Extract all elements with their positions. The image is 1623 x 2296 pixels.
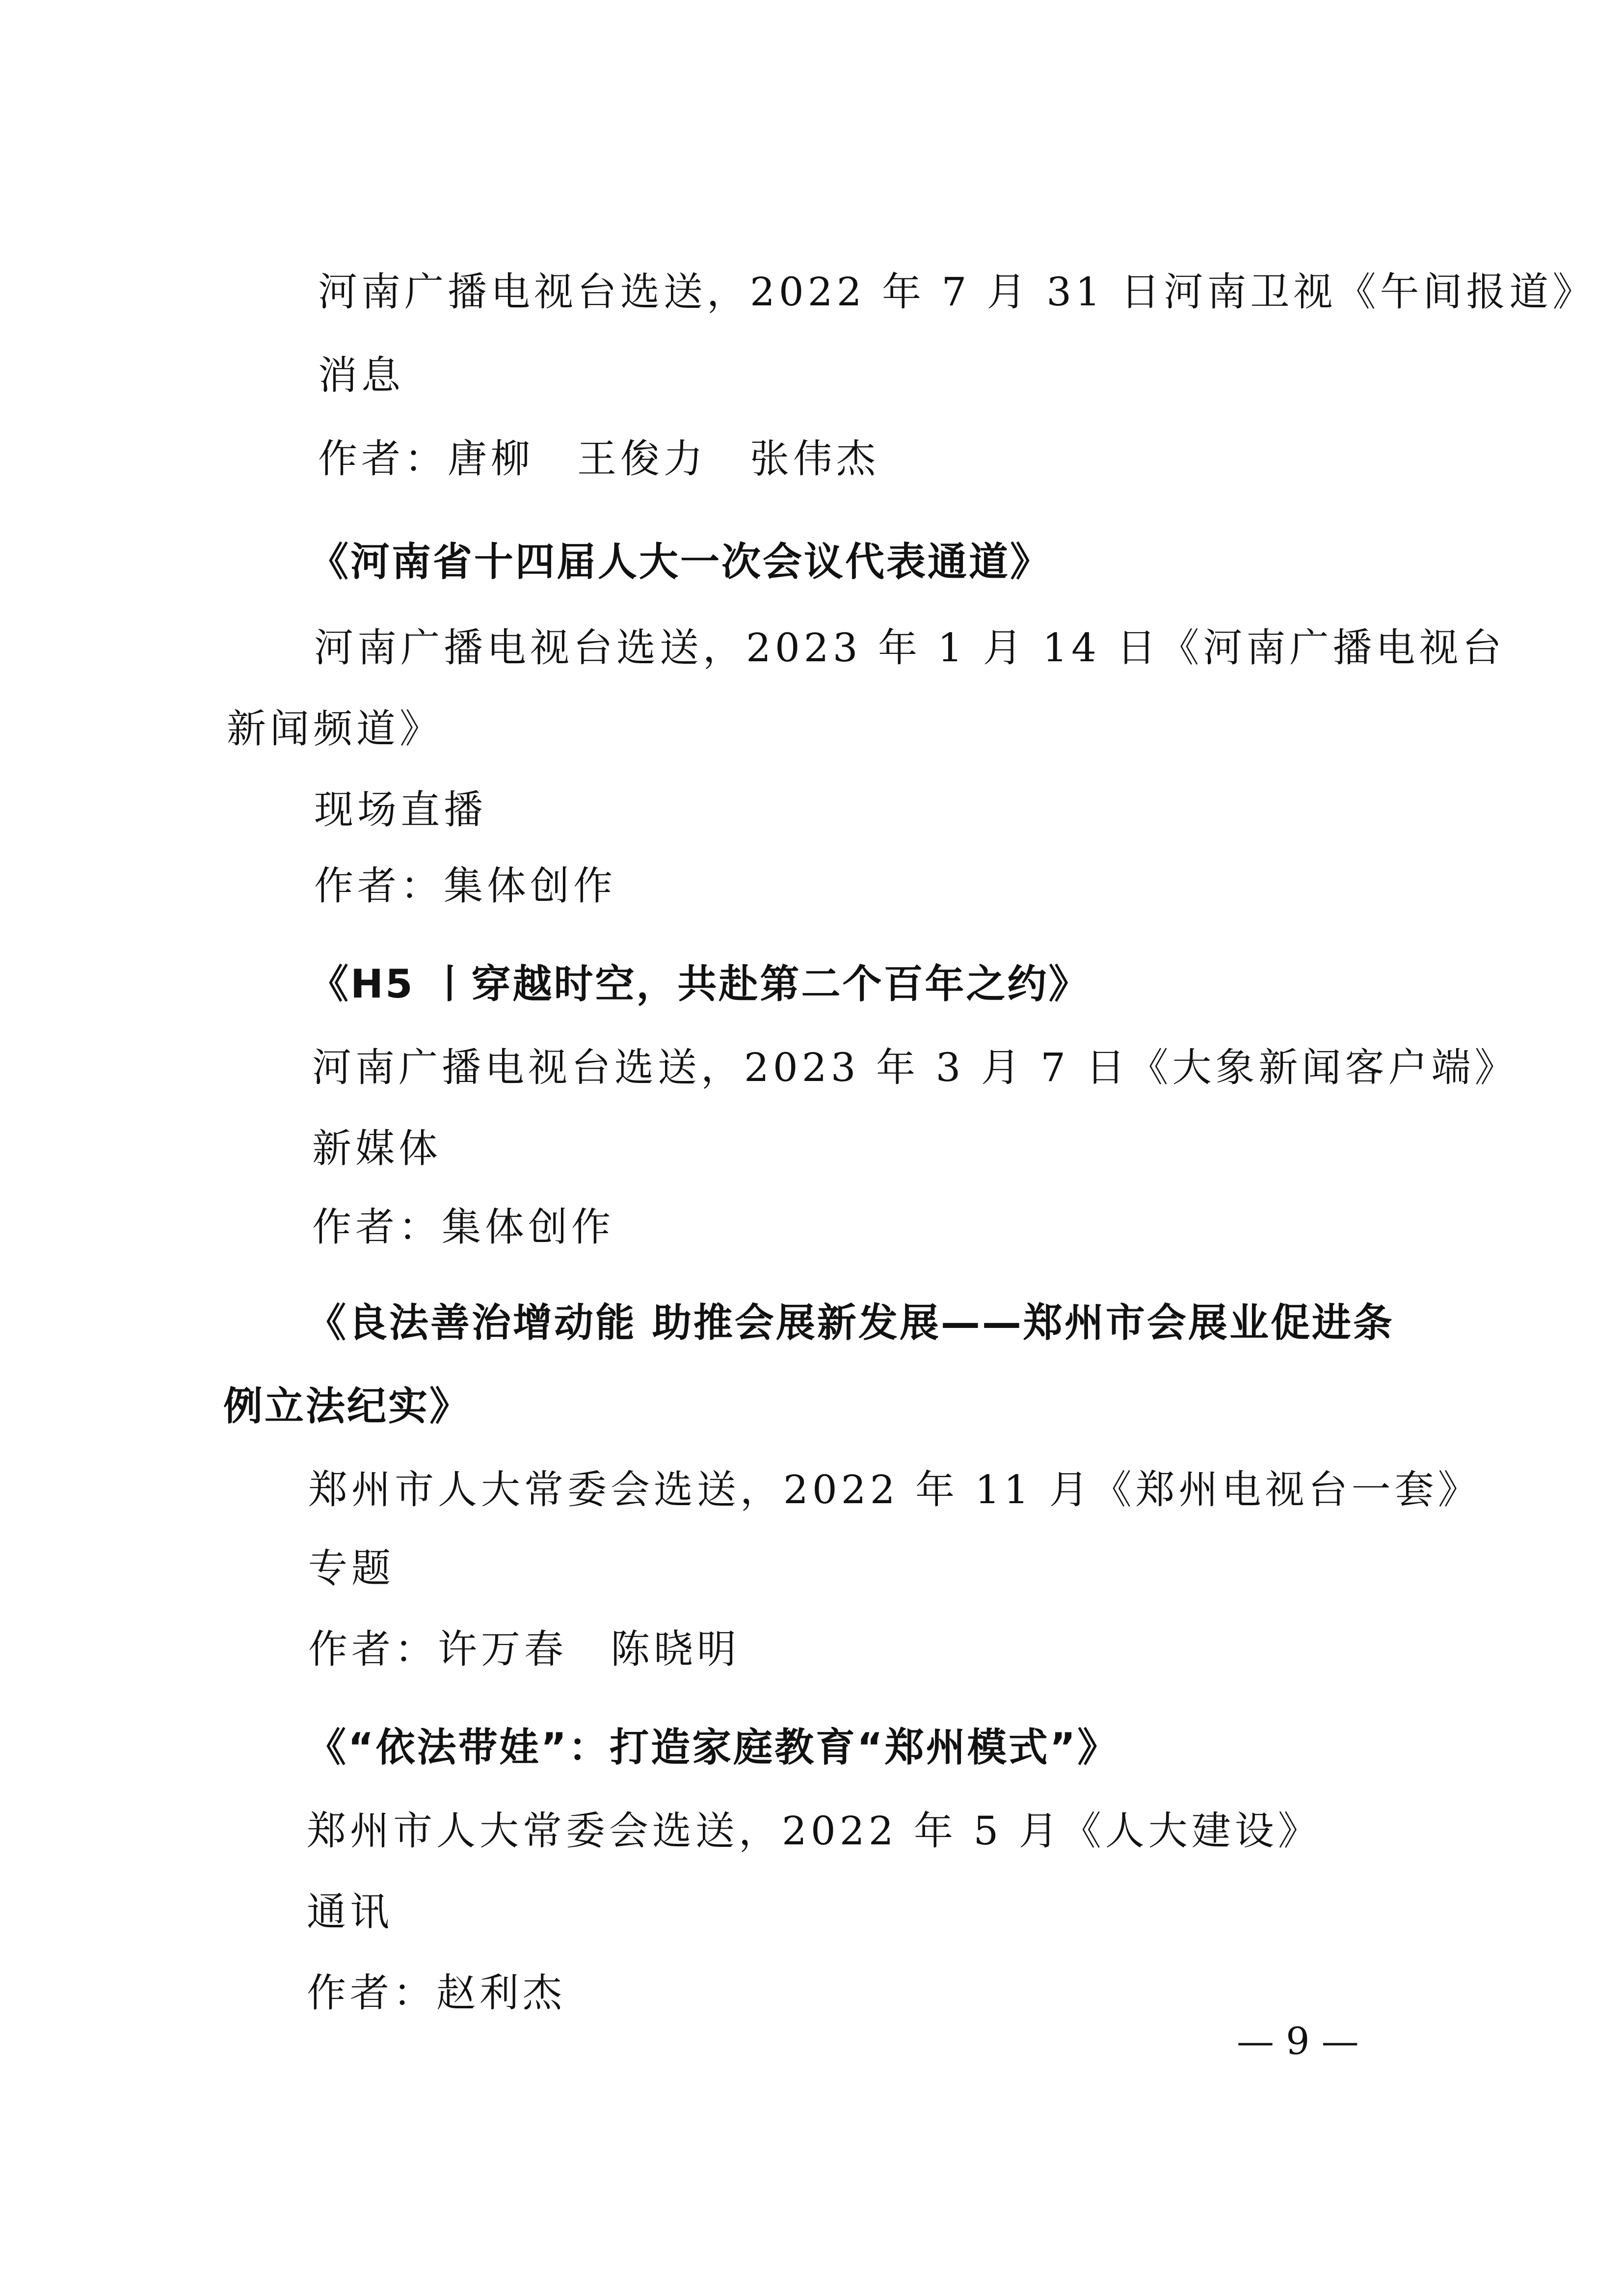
entry-2-source: 河南广播电视台选送，2023 年 1 月 14 日《河南广播电视台 [314, 625, 1506, 671]
entry-2-authors: 作者：集体创作 [314, 863, 616, 909]
entry-1-authors: 作者：唐柳 王俊力 张伟杰 [318, 436, 879, 482]
entry-5-title: 《“依法带娃”：打造家庭教育“郑州模式”》 [307, 1725, 1119, 1770]
entry-5-category: 通讯 [307, 1889, 393, 1935]
entry-5-authors: 作者：赵利杰 [307, 1970, 566, 2016]
entry-4-source: 郑州市人大常委会选送，2022 年 11 月《郑州电视台一套》 [308, 1467, 1481, 1513]
entry-1-category: 消息 [318, 352, 404, 398]
entry-1-source: 河南广播电视台选送，2022 年 7 月 31 日河南卫视《午间报道》 [318, 269, 1596, 315]
entry-2-category: 现场直播 [314, 787, 487, 833]
page-number: — 9 — [1237, 2019, 1359, 2063]
entry-3-source: 河南广播电视台选送，2023 年 3 月 7 日《大象新闻客户端》 [312, 1045, 1518, 1090]
entry-4-category: 专题 [308, 1545, 395, 1591]
entry-3-category: 新媒体 [312, 1126, 442, 1171]
entry-4-title-cont: 例立法纪实》 [223, 1383, 471, 1429]
entry-2-source-cont: 新闻频道》 [227, 706, 443, 752]
entry-4-title: 《良法善治增动能 助推会展新发展——郑州市会展业促进条 [307, 1300, 1394, 1346]
entry-3-title: 《H5 丨穿越时空，共赴第二个百年之约》 [309, 961, 1090, 1007]
entry-5-source: 郑州市人大常委会选送，2022 年 5 月《人大建设》 [307, 1808, 1321, 1854]
entry-4-authors: 作者：许万春 陈晓明 [308, 1626, 740, 1672]
entry-2-title: 《河南省十四届人大一次会议代表通道》 [309, 539, 1051, 585]
entry-3-authors: 作者：集体创作 [312, 1204, 614, 1250]
